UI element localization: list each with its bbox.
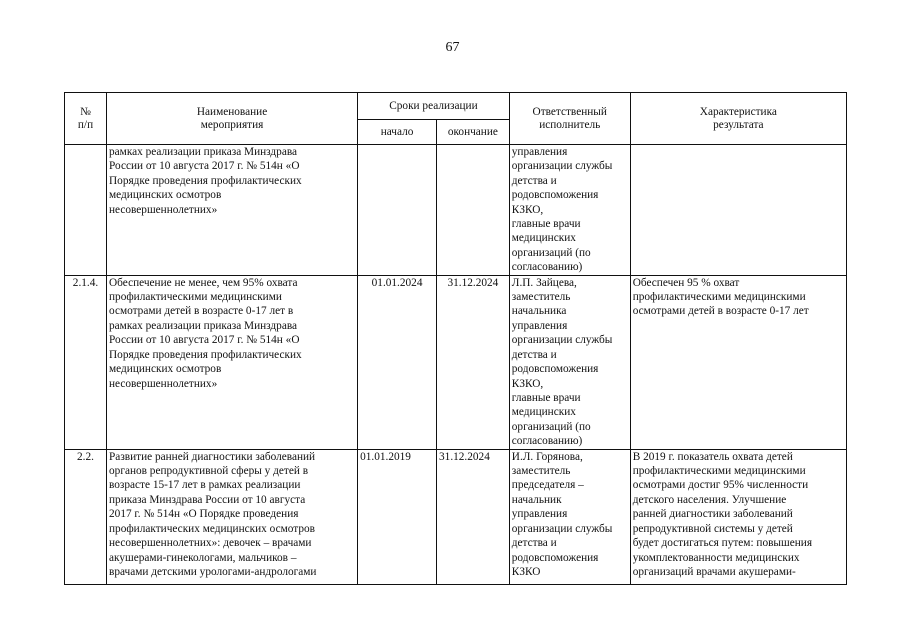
- row-name: Обеспечение не менее, чем 95% охвата профилактическими медицинскими осмотрами детей в возрасте 0-17 лет в рамках реализации приказа Минздрава России от 10 августа 2017 г. № 514н «О Порядке проведения профилактических медицинских осмотров несовершеннолетних»: [107, 275, 358, 449]
- row-responsible: Л.П. Зайцева, заместитель начальника управления организации службы детства и родовспоможения КЗКО, главные врачи медицинских организаций (по согласованию): [509, 275, 630, 449]
- row-start: 01.01.2019: [358, 449, 437, 584]
- table-row: [65, 275, 847, 449]
- header-end: окончание: [437, 120, 510, 145]
- row-result: Обеспечен 95 % охват профилактическими медицинскими осмотрами детей в возрасте 0-17 лет: [630, 275, 846, 449]
- row-end: 31.12.2024: [437, 275, 510, 449]
- row-responsible: И.Л. Горянова, заместитель председателя – начальник управления организации службы детства и родовспоможения КЗКО: [509, 449, 630, 584]
- table-row: [65, 145, 847, 276]
- header-name: Наименование мероприятия: [107, 93, 358, 145]
- page-number: 67: [445, 40, 460, 55]
- row-end: 31.12.2024: [437, 449, 510, 584]
- row-start: [358, 145, 437, 276]
- row-name: рамках реализации приказа Минздрава России от 10 августа 2017 г. № 514н «О Порядке проведения профилактических медицинских осмотров несовершеннолетних»: [107, 145, 358, 276]
- row-number: 2.1.4.: [65, 275, 107, 449]
- measures-table: [64, 92, 847, 585]
- table-header: [65, 93, 847, 145]
- row-start: 01.01.2024: [358, 275, 437, 449]
- header-result: Характеристика результата: [630, 93, 846, 145]
- row-result: [630, 145, 846, 276]
- row-number: [65, 145, 107, 276]
- table-row: [65, 449, 847, 584]
- row-name: Развитие ранней диагностики заболеваний органов репродуктивной сферы у детей в возрасте 15-17 лет в рамках реализации приказа Минздрава России от 10 августа 2017 г. № 514н «О Порядке проведения профилактических медицинских осмотров несовершеннолетних»: девочек – врачами акушерами-гинекологами, мальчиков – врачами детскими урологами-андрологами: [107, 449, 358, 584]
- header-start: начало: [358, 120, 437, 145]
- row-responsible: управления организации службы детства и родовспоможения КЗКО, главные врачи медицинских организаций (по согласованию): [509, 145, 630, 276]
- header-responsible: Ответственный исполнитель: [509, 93, 630, 145]
- row-result: В 2019 г. показатель охвата детей профилактическими медицинскими осмотрами достиг 95% численности детского населения. Улучшение ранней диагностики заболеваний репродуктивной системы у детей будет достигаться путем: повышения укомплектованности медицинских организаций врачами акушерами-: [630, 449, 846, 584]
- header-number: № п/п: [65, 93, 107, 145]
- row-number: 2.2.: [65, 449, 107, 584]
- row-end: [437, 145, 510, 276]
- header-terms: Сроки реализации: [358, 93, 510, 120]
